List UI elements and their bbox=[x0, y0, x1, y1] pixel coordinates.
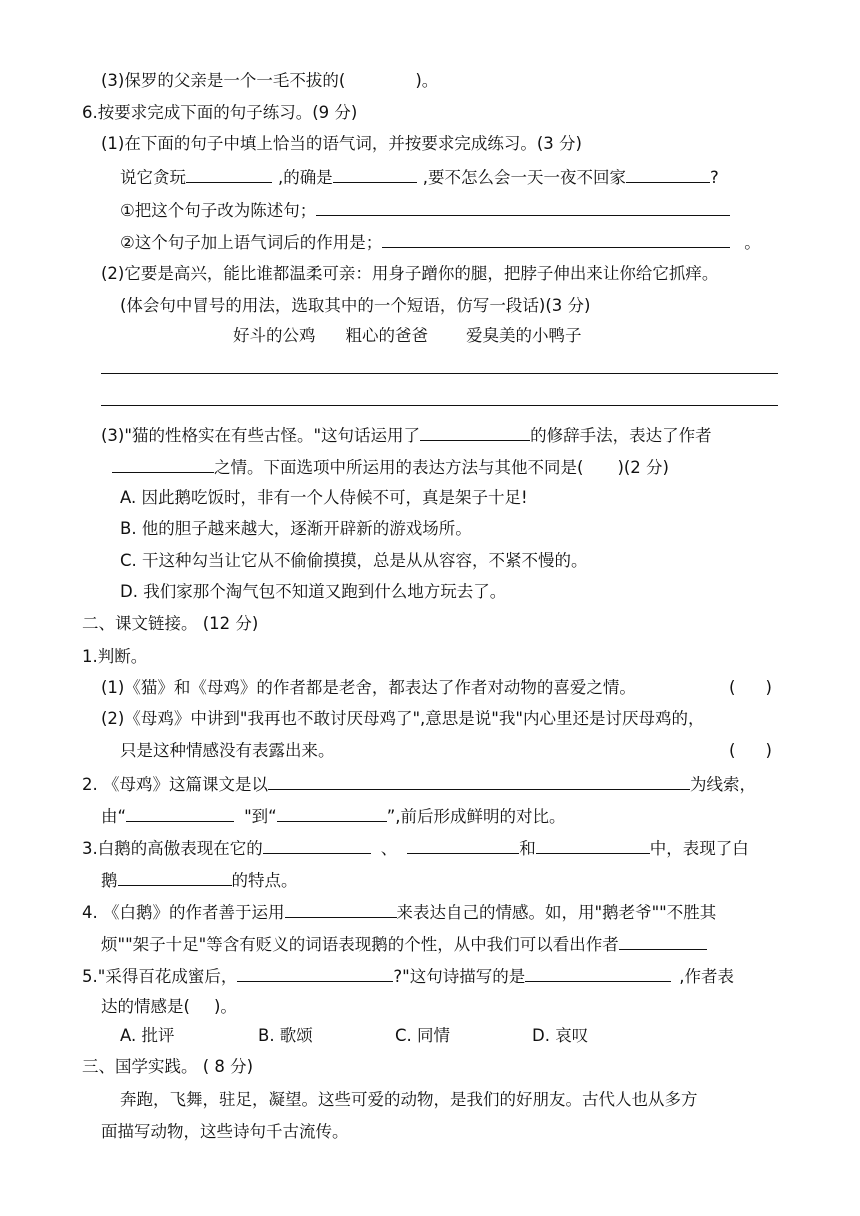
section3-title: 三、国学实践。 ( 8 分) bbox=[82, 1057, 254, 1076]
answer-blank[interactable] bbox=[186, 165, 272, 183]
section2-title: 二、课文链接。 (12 分) bbox=[82, 614, 259, 633]
q6-title: 6.按要求完成下面的句子练习。(9 分) bbox=[82, 103, 358, 122]
writing-line[interactable] bbox=[101, 373, 778, 374]
s2-q5-option-d: D. 哀叹 bbox=[532, 1026, 589, 1045]
answer-blank[interactable] bbox=[333, 165, 417, 183]
s2-q1-a: (1)《猫》和《母鸡》的作者都是老舍，都表达了作者对动物的喜爱之情。 bbox=[101, 678, 636, 697]
q6-1-title: (1)在下面的句子中填上恰当的语气词，并按要求完成练习。(3 分) bbox=[101, 134, 582, 153]
s2-q3-line2: 鹅 的特点。 bbox=[101, 868, 298, 890]
s2-q2-line1: 2. 《母鸡》这篇课文是以 为线索， bbox=[82, 772, 756, 794]
q6-1-sentence: 说它贪玩 ,的确是 ,要不怎么会一天一夜不回家 ? bbox=[120, 165, 719, 187]
answer-blank[interactable] bbox=[263, 836, 371, 854]
answer-blank[interactable] bbox=[285, 900, 397, 918]
q6-1-sub2: ②这个句子加上语气词后的作用是； 。 bbox=[120, 230, 761, 252]
answer-blank[interactable] bbox=[112, 455, 214, 473]
answer-blank[interactable] bbox=[126, 804, 234, 822]
judge-bracket[interactable]: ( ) bbox=[729, 741, 772, 760]
q6-3-option-d: D. 我们家那个淘气包不知道又跑到什么地方玩去了。 bbox=[120, 582, 507, 601]
answer-blank[interactable] bbox=[525, 964, 671, 982]
q6-2-line1: (2)它要是高兴，能比谁都温柔可亲：用身子蹭你的腿，把脖子伸出来让你给它抓痒。 bbox=[101, 264, 719, 283]
q6-3-line1: (3)"猫的性格实在有些古怪。"这句话运用了 的修辞手法，表达了作者 bbox=[101, 423, 712, 445]
q6-1-sub1: ①把这个句子改为陈述句； bbox=[120, 198, 730, 220]
q6-3-option-a: A. 因此鹅吃饭时，非有一个人侍候不可，真是架子十足! bbox=[120, 488, 528, 507]
s2-q5-line2: 达的情感是( )。 bbox=[101, 997, 237, 1016]
s2-q5-option-b: B. 歌颂 bbox=[258, 1026, 313, 1045]
q6-3-line2: 之情。下面选项中所运用的表达方法与其他不同是( )(2 分) bbox=[112, 455, 669, 477]
answer-blank[interactable] bbox=[382, 230, 730, 248]
s2-q4-line2: 烦""架子十足"等含有贬义的词语表现鹅的个性，从中我们可以看出作者 bbox=[101, 932, 707, 954]
q6-2-line2: (体会句中冒号的用法，选取其中的一个短语，仿写一段话)(3 分) bbox=[120, 296, 591, 315]
s2-q1-title: 1.判断。 bbox=[82, 647, 148, 666]
s2-q5-option-c: C. 同情 bbox=[395, 1026, 451, 1045]
answer-blank[interactable] bbox=[268, 772, 690, 790]
s2-q5-line1: 5."采得百花成蜜后， ?"这句诗描写的是 ,作者表 bbox=[82, 964, 734, 986]
s2-q3-line1: 3.白鹅的高傲表现在它的 、 和 中，表现了白 bbox=[82, 836, 749, 858]
q6-2-phrases: 好斗的公鸡 粗心的爸爸 爱臭美的小鸭子 bbox=[233, 326, 582, 345]
s2-q2-line2: 由“ "到“ ”,前后形成鲜明的对比。 bbox=[101, 804, 566, 826]
answer-blank[interactable] bbox=[407, 836, 519, 854]
writing-line[interactable] bbox=[101, 405, 778, 406]
s2-q1-b1: (2)《母鸡》中讲到"我再也不敢讨厌母鸡了",意思是说"我"内心里还是讨厌母鸡的， bbox=[101, 709, 705, 728]
answer-blank[interactable] bbox=[626, 165, 710, 183]
answer-blank[interactable] bbox=[420, 423, 530, 441]
answer-blank[interactable] bbox=[316, 198, 730, 216]
q6-3-option-b: B. 他的胆子越来越大，逐渐开辟新的游戏场所。 bbox=[120, 519, 472, 538]
section3-para-line2: 面描写动物，这些诗句千古流传。 bbox=[101, 1122, 349, 1141]
s2-q1-b2: 只是这种情感没有表露出来。 bbox=[120, 741, 335, 760]
section3-para-line1: 奔跑，飞舞，驻足，凝望。这些可爱的动物，是我们的好朋友。古代人也从多方 bbox=[120, 1090, 698, 1109]
s2-q4-line1: 4. 《白鹅》的作者善于运用 来表达自己的情感。如，用"鹅老爷""不胜其 bbox=[82, 900, 716, 922]
answer-blank[interactable] bbox=[277, 804, 387, 822]
answer-blank[interactable] bbox=[118, 868, 232, 886]
q5-3-line: (3)保罗的父亲是一个一毛不拔的( )。 bbox=[101, 71, 439, 90]
answer-blank[interactable] bbox=[536, 836, 650, 854]
q6-3-option-c: C. 干这种勾当让它从不偷偷摸摸，总是从从容容，不紧不慢的。 bbox=[120, 551, 588, 570]
answer-blank[interactable] bbox=[619, 932, 707, 950]
judge-bracket[interactable]: ( ) bbox=[729, 678, 772, 697]
s2-q5-option-a: A. 批评 bbox=[120, 1026, 175, 1045]
answer-blank[interactable] bbox=[237, 964, 393, 982]
